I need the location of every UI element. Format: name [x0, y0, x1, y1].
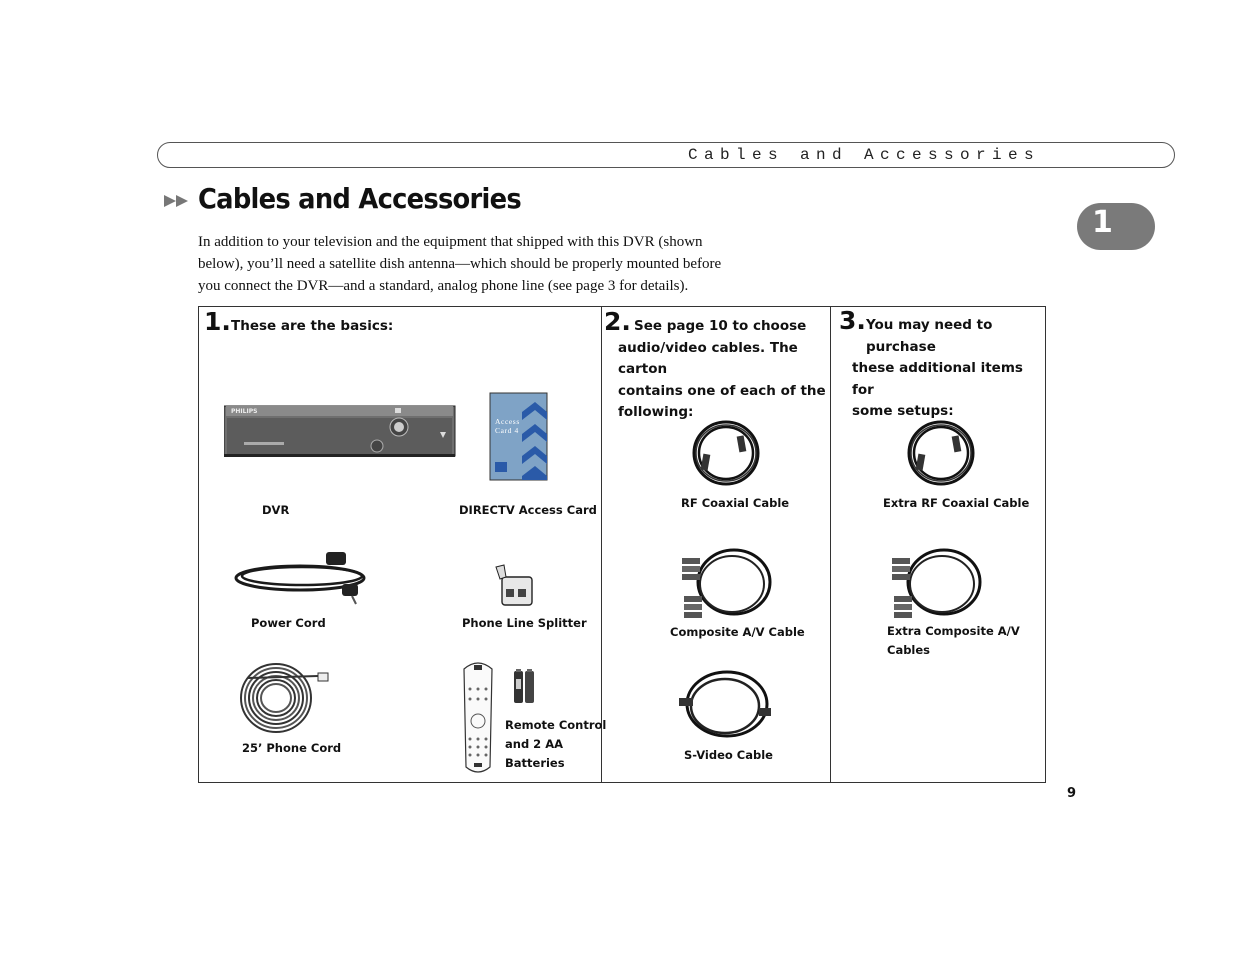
step-3-line: these additional items for	[852, 360, 1023, 398]
intro-paragraph	[198, 231, 768, 297]
extra-composite-av-cable-image	[886, 548, 984, 620]
caption-extra-composite-line: Cables	[887, 643, 931, 657]
composite-av-cable-image	[676, 548, 774, 620]
rf-coaxial-cable-image	[690, 418, 762, 488]
step-1-number: 1.	[204, 307, 231, 336]
intro-line: you connect the DVR—and a standard, analog phone line (see page 3 for details).	[198, 278, 689, 294]
access-card-text	[495, 417, 531, 435]
aa-batteries-image	[512, 667, 536, 705]
step-2-line: following:	[618, 404, 694, 420]
column-divider	[601, 306, 602, 783]
remote-control-image	[460, 659, 496, 777]
access-card-image	[489, 392, 549, 482]
phone-splitter-image	[492, 563, 536, 609]
step-1-text: These are the basics:	[231, 318, 394, 334]
intro-line: In addition to your television and the equipment that shipped with this DVR (shown	[198, 234, 703, 250]
power-cord-image	[232, 546, 372, 608]
access-card-label: Access Card	[495, 417, 520, 435]
intro-line: below), you’ll need a satellite dish antenna—which should be properly mounted before	[198, 256, 722, 272]
caption-extra-composite	[887, 622, 1020, 660]
caption-composite-cable: Composite A/V Cable	[670, 625, 805, 639]
step-2-text	[618, 316, 828, 424]
page-number: 9	[1067, 786, 1077, 801]
chapter-tab	[1077, 203, 1155, 250]
step-2-line: See page 10 to choose	[634, 318, 807, 334]
extra-rf-coaxial-cable-image	[905, 418, 977, 488]
step-3-text	[852, 315, 1044, 423]
step-2-line: audio/video cables. The carton	[618, 339, 798, 377]
caption-remote-line: and 2 AA	[505, 737, 563, 751]
chapter-number: 1	[1092, 205, 1113, 240]
page-title: Cables and Accessories	[198, 182, 521, 215]
caption-remote	[505, 716, 606, 773]
caption-extra-composite-line: Extra Composite A/V	[887, 624, 1020, 638]
caption-power-cord: Power Cord	[251, 616, 326, 630]
caption-remote-line: Batteries	[505, 756, 565, 770]
caption-extra-rf-cable: Extra RF Coaxial Cable	[883, 496, 1030, 510]
phone-cord-image	[238, 662, 334, 734]
caption-s-video-cable: S-Video Cable	[684, 748, 773, 762]
step-2-number: 2.	[604, 307, 631, 336]
running-header-title: Cables and Accessories	[687, 146, 1040, 164]
s-video-cable-image	[677, 668, 773, 740]
access-card-number: 4	[514, 426, 519, 435]
step-3-line: You may need to purchase	[866, 317, 993, 355]
column-divider	[830, 306, 831, 783]
caption-remote-line: Remote Control	[505, 718, 607, 732]
caption-phone-splitter: Phone Line Splitter	[462, 616, 587, 630]
step-3-line: some setups:	[852, 403, 954, 419]
caption-phone-cord: 25’ Phone Cord	[242, 741, 342, 755]
step-3-number: 3.	[839, 306, 866, 335]
caption-rf-cable: RF Coaxial Cable	[681, 496, 790, 510]
caption-dvr: DVR	[262, 503, 290, 517]
dvr-image	[224, 404, 456, 458]
step-2-line: contains one of each of the	[618, 382, 826, 399]
fast-forward-icon	[164, 194, 190, 208]
caption-access-card: DIRECTV Access Card	[459, 503, 597, 517]
dvr-brand-logo: PHILIPS	[231, 408, 258, 415]
